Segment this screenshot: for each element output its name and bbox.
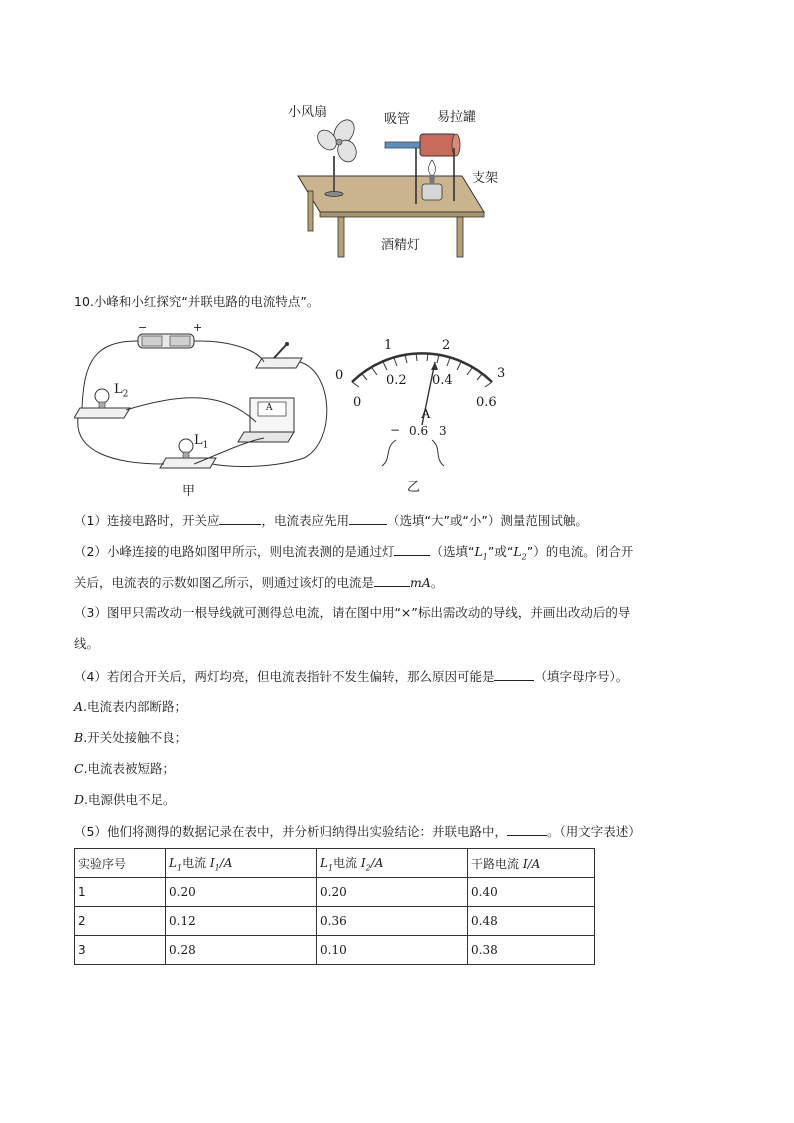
terminal-06: 0.6 [409,424,429,438]
table-cell: 0.20 [317,878,468,907]
can-label: 易拉罐 [437,110,477,125]
question-text: 小峰和小红探究“并联电路的电流特点”。 [93,294,320,309]
wire [126,398,256,422]
option-c: C.电流表被短路； [74,761,176,776]
table-cell: 0.10 [317,936,468,965]
figure-caption-yi: 乙 [407,480,421,495]
table-cell: 1 [75,878,166,907]
option-b: B.开关处接触不良； [74,730,188,745]
wire [78,418,164,464]
straw-label: 吸管 [384,112,411,127]
figure-caption-jia: 甲 [182,484,196,499]
answer-blank[interactable] [349,511,387,525]
answer-blank[interactable] [219,511,261,525]
dial-unit: A [421,407,431,422]
option-d: D.电源供电不足。 [74,792,176,807]
stand-label: 支架 [472,171,499,186]
alcohol-lamp [422,184,442,200]
table-header-cell: 实验序号 [75,849,166,878]
table-header-cell: 干路电流 I/A [468,849,595,878]
dial-top-2: 2 [442,338,451,353]
dial-bottom-0: 0 [353,395,362,410]
table-row [75,936,595,965]
table-cell: 0.40 [468,878,595,907]
table-cell: 0.48 [468,907,595,936]
question-stem [74,293,319,311]
wire [82,341,138,408]
terminal-minus: − [390,423,401,437]
answer-blank[interactable] [507,822,547,836]
dial-top-1: 1 [384,338,393,353]
battery-minus: − [138,321,148,334]
part-2-line-2: 关后，电流表的示数如图乙所示，则通过该灯的电流是 mA。 [74,575,444,590]
answer-blank[interactable] [494,667,534,681]
table-leg [308,191,313,231]
dial-top-0: 0 [335,368,344,383]
table-cell: 0.38 [468,936,595,965]
table-header-row [75,849,595,878]
straw [385,142,423,148]
table-header-cell: $L_1$电流 $I_2/A$ [317,849,468,878]
can [420,134,456,156]
lamp-board-l1 [160,458,216,468]
dial-bottom-1: 0.2 [386,373,407,388]
table-header-cell: $L_1$电流 $I_1/A$ [166,849,317,878]
fan-blades [314,116,359,164]
part-5: （5）他们将测得的数据记录在表中，并分析归纳得出实验结论：并联电路中， 。（用文字表述） [74,824,641,839]
option-a: A.电流表内部断路； [74,699,188,714]
lamp-label: 酒精灯 [381,238,421,253]
wire [194,341,264,362]
table-cell: 0.20 [166,878,317,907]
table-cell: 0.28 [166,936,317,965]
dial-bottom-2: 0.4 [432,373,453,388]
table-cell: 0.12 [166,907,317,936]
part-1: （1）连接电路时，开关应 ，电流表应先用 （选填“大”或“小”）测量范围试触。 [74,513,588,528]
part-2-line-1: （2）小峰连接的电路如图甲所示，则电流表测的是通过灯 （选填“$L_1$”或“$L_2$”）的电流。闭合开 [74,544,634,562]
table-leg [338,217,344,257]
data-table [74,848,595,965]
table-cell: 0.36 [317,907,468,936]
dial-top-3: 3 [497,366,506,381]
lamp-board-l2 [74,408,130,418]
l1-label: $L_1$ [194,433,209,451]
table-cell: 2 [75,907,166,936]
dial-ticks [352,353,492,387]
dial-arc [352,353,492,382]
table-row [75,907,595,936]
table-row [75,878,595,907]
question-number: 10. [74,294,94,309]
battery-plus: + [193,321,203,334]
l2-label: $L_2$ [114,382,129,400]
dial-bottom-3: 0.6 [476,395,497,410]
ammeter-letter: A [266,403,273,413]
table-cell: 3 [75,936,166,965]
answer-blank[interactable] [394,542,430,556]
terminal-3: 3 [439,424,447,438]
answer-blank[interactable] [374,573,410,587]
part-3-line-2: 线。 [74,636,100,651]
part-4: （4）若闭合开关后，两灯均亮，但电流表指针不发生偏转，那么原因可能是 （填字母序号）。 [74,669,629,684]
table-leg [457,217,463,257]
part-3-line-1: （3）图甲只需改动一根导线就可测得总电流，请在图中用“×”标出需改动的导线，并画出改动后的导 [74,605,631,620]
fan-label: 小风扇 [288,105,328,120]
